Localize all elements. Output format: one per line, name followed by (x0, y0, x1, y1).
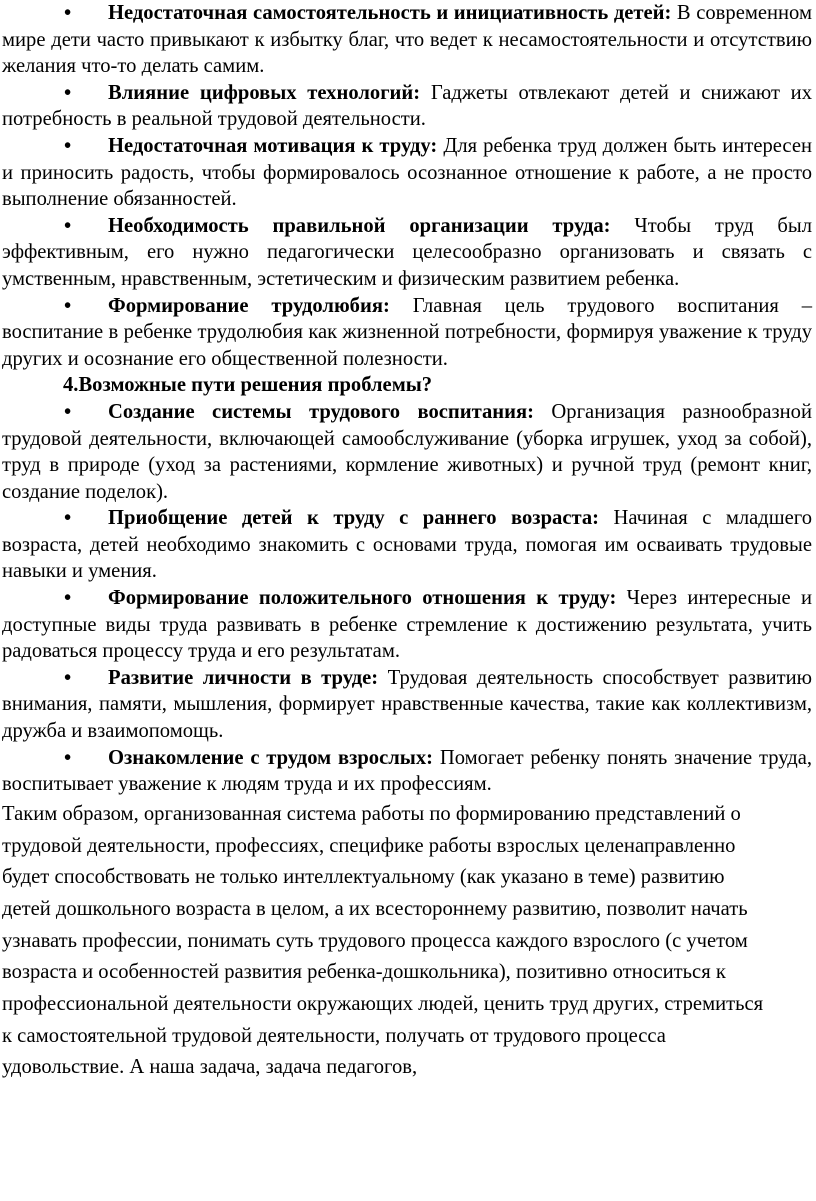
bullet-icon: • (64, 214, 72, 237)
section-heading: 4.Возможные пути решения проблемы? (63, 374, 433, 397)
item-text: Трудовая деятельность способствует развитию внимания, памяти, мышления, формирует нравственные качества, такие как коллективизм, дружба и взаимопомощь. (2, 666, 812, 743)
bullet-icon: • (64, 746, 72, 769)
list-item (2, 133, 812, 213)
item-lead: Формирование положительного отношения к труду: (108, 587, 617, 610)
item-text: Чтобы труд был эффективным, его нужно педагогически целесообразно организовать и связать с умственным, нравственным, эстетическим и физическим развитием ребенка. (2, 214, 812, 290)
item-lead: Влияние цифровых технологий: (108, 81, 421, 104)
list-item (2, 293, 812, 373)
item-text: Гаджеты отвлекают детей и снижают их потребность в реальной трудовой деятельности. (2, 81, 812, 131)
item-lead: Ознакомление с трудом взрослых: (108, 746, 434, 769)
item-lead: Формирование трудолюбия: (108, 294, 390, 317)
list-item (2, 745, 812, 798)
item-text: Организация разнообразной трудовой деятельности, включающей самообслуживание (уборка игрушек, уход за собой), труд в природе (уход за растениями, кормление животных) и ручной труд (ремонт книг, создание поделок). (2, 400, 812, 503)
bullet-icon: • (64, 294, 72, 317)
bullet-icon: • (64, 400, 72, 423)
bullet-icon: • (64, 134, 72, 157)
item-lead: Создание системы трудового воспитания: (108, 400, 535, 423)
bullet-icon: • (64, 81, 72, 104)
item-text: Начиная с младшего возраста, детей необходимо знакомить с основами труда, помогая им осваивать трудовые навыки и умения. (2, 507, 812, 583)
conclusion-paragraph: Таким образом, организованная система работы по формированию представлений о трудовой деятельности, профессиях, специфике работы взрослых целенаправленно будет способствовать не только интеллектуальному (как указано в теме) развитию детей дошкольного возраста в целом, а их всестороннему развитию, позволит начать узнавать профессии, понимать суть трудового процесса каждого взрослого (с учетом возраста и особенностей развития ребенка-дошкольника), позитивно относиться к профессиональной деятельности окружающих людей, ценить труд других, стремиться к самостоятельной трудовой деятельности, получать от трудового процесса удовольствие. А наша задача, задача педагогов, (2, 802, 764, 1079)
item-lead: Развитие личности в труде: (108, 666, 379, 689)
item-lead: Необходимость правильной организации труда: (108, 214, 611, 237)
list-item (2, 80, 812, 133)
list-item (2, 0, 812, 80)
item-lead: Недостаточная самостоятельность и инициативность детей: (108, 2, 672, 24)
bullet-icon: • (64, 507, 72, 530)
list-item (2, 665, 812, 745)
item-lead: Недостаточная мотивация к труду: (108, 134, 438, 157)
list-item (2, 213, 812, 293)
bullet-icon: • (64, 666, 72, 689)
list-item (2, 399, 812, 505)
solutions-list (2, 399, 812, 798)
problems-list (2, 0, 812, 372)
item-text: Через интересные и доступные виды труда развивать в ребенке стремление к достижению результата, учить радоваться процессу труда и его результатам. (2, 587, 812, 663)
bullet-icon: • (64, 2, 72, 24)
item-text: В современном мире дети часто привыкают к избытку благ, что ведет к несамостоятельности и отсутствию желания что-то делать самим. (2, 2, 812, 78)
list-item (2, 505, 812, 585)
item-text: Главная цель трудового воспитания – воспитание в ребенке трудолюбия как жизненной потребности, формируя уважение к труду других и осознание его общественной полезности. (2, 294, 812, 370)
bullet-icon: • (64, 587, 72, 610)
list-item (2, 585, 812, 665)
item-text: Помогает ребенку понять значение труда, воспитывает уважение к людям труда и их профессиям. (2, 746, 813, 796)
item-lead: Приобщение детей к труду с раннего возраста: (108, 507, 599, 530)
item-text: Для ребенка труд должен быть интересен и приносить радость, чтобы формировалось осознанное отношение к работе, а не просто выполнение обязанностей. (2, 134, 812, 211)
